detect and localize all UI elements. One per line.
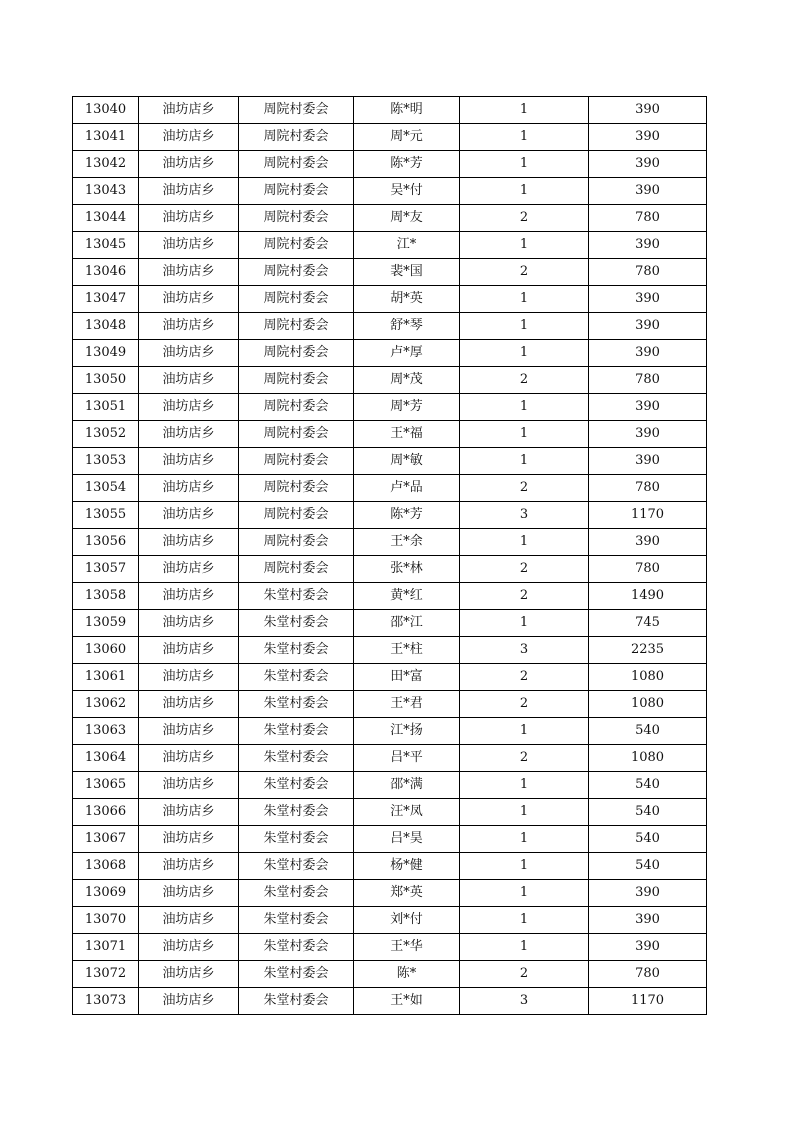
township-cell: 油坊店乡: [139, 772, 239, 799]
household-count-cell: 1: [460, 853, 589, 880]
village-committee-cell: 周院村委会: [239, 97, 354, 124]
amount-cell: 390: [589, 880, 707, 907]
table-row: [73, 556, 707, 583]
amount-cell: 1080: [589, 664, 707, 691]
table-row: [73, 745, 707, 772]
amount-cell: 390: [589, 907, 707, 934]
household-count-cell: 1: [460, 718, 589, 745]
name-cell: 周*元: [354, 124, 460, 151]
amount-cell: 390: [589, 313, 707, 340]
table-row: [73, 988, 707, 1015]
serial-number-cell: 13046: [73, 259, 139, 286]
amount-cell: 1080: [589, 691, 707, 718]
household-count-cell: 1: [460, 340, 589, 367]
table-row: [73, 124, 707, 151]
amount-cell: 540: [589, 826, 707, 853]
amount-cell: 390: [589, 448, 707, 475]
name-cell: 裴*国: [354, 259, 460, 286]
data-table: [72, 96, 707, 1015]
amount-cell: 390: [589, 394, 707, 421]
household-count-cell: 1: [460, 178, 589, 205]
serial-number-cell: 13045: [73, 232, 139, 259]
village-committee-cell: 周院村委会: [239, 151, 354, 178]
name-cell: 周*芳: [354, 394, 460, 421]
serial-number-cell: 13058: [73, 583, 139, 610]
village-committee-cell: 周院村委会: [239, 340, 354, 367]
name-cell: 陈*: [354, 961, 460, 988]
household-count-cell: 1: [460, 448, 589, 475]
serial-number-cell: 13055: [73, 502, 139, 529]
household-count-cell: 2: [460, 745, 589, 772]
table-row: [73, 448, 707, 475]
amount-cell: 390: [589, 421, 707, 448]
amount-cell: 390: [589, 286, 707, 313]
household-count-cell: 2: [460, 556, 589, 583]
township-cell: 油坊店乡: [139, 853, 239, 880]
village-committee-cell: 周院村委会: [239, 421, 354, 448]
table-row: [73, 691, 707, 718]
township-cell: 油坊店乡: [139, 529, 239, 556]
serial-number-cell: 13062: [73, 691, 139, 718]
household-count-cell: 1: [460, 880, 589, 907]
village-committee-cell: 朱堂村委会: [239, 934, 354, 961]
serial-number-cell: 13043: [73, 178, 139, 205]
household-count-cell: 1: [460, 151, 589, 178]
village-committee-cell: 朱堂村委会: [239, 718, 354, 745]
table-row: [73, 772, 707, 799]
village-committee-cell: 朱堂村委会: [239, 637, 354, 664]
village-committee-cell: 朱堂村委会: [239, 691, 354, 718]
serial-number-cell: 13041: [73, 124, 139, 151]
amount-cell: 780: [589, 556, 707, 583]
village-committee-cell: 朱堂村委会: [239, 583, 354, 610]
amount-cell: 780: [589, 475, 707, 502]
name-cell: 邵*满: [354, 772, 460, 799]
amount-cell: 1170: [589, 502, 707, 529]
name-cell: 吴*付: [354, 178, 460, 205]
amount-cell: 540: [589, 772, 707, 799]
table-row: [73, 340, 707, 367]
table-row: [73, 853, 707, 880]
household-count-cell: 2: [460, 664, 589, 691]
household-count-cell: 1: [460, 394, 589, 421]
village-committee-cell: 朱堂村委会: [239, 826, 354, 853]
serial-number-cell: 13066: [73, 799, 139, 826]
table-row: [73, 97, 707, 124]
township-cell: 油坊店乡: [139, 799, 239, 826]
household-count-cell: 3: [460, 502, 589, 529]
table-row: [73, 421, 707, 448]
table-row: [73, 880, 707, 907]
serial-number-cell: 13050: [73, 367, 139, 394]
name-cell: 王*余: [354, 529, 460, 556]
name-cell: 郑*英: [354, 880, 460, 907]
amount-cell: 780: [589, 259, 707, 286]
amount-cell: 780: [589, 961, 707, 988]
household-count-cell: 2: [460, 691, 589, 718]
village-committee-cell: 朱堂村委会: [239, 988, 354, 1015]
household-count-cell: 3: [460, 988, 589, 1015]
township-cell: 油坊店乡: [139, 691, 239, 718]
name-cell: 田*富: [354, 664, 460, 691]
township-cell: 油坊店乡: [139, 340, 239, 367]
village-committee-cell: 周院村委会: [239, 502, 354, 529]
amount-cell: 540: [589, 718, 707, 745]
household-count-cell: 2: [460, 367, 589, 394]
township-cell: 油坊店乡: [139, 178, 239, 205]
household-count-cell: 1: [460, 97, 589, 124]
serial-number-cell: 13059: [73, 610, 139, 637]
township-cell: 油坊店乡: [139, 826, 239, 853]
household-count-cell: 2: [460, 259, 589, 286]
amount-cell: 2235: [589, 637, 707, 664]
household-count-cell: 1: [460, 529, 589, 556]
serial-number-cell: 13071: [73, 934, 139, 961]
township-cell: 油坊店乡: [139, 259, 239, 286]
serial-number-cell: 13063: [73, 718, 139, 745]
township-cell: 油坊店乡: [139, 502, 239, 529]
name-cell: 卢*厚: [354, 340, 460, 367]
name-cell: 江*: [354, 232, 460, 259]
name-cell: 周*茂: [354, 367, 460, 394]
table-row: [73, 151, 707, 178]
township-cell: 油坊店乡: [139, 394, 239, 421]
village-committee-cell: 周院村委会: [239, 178, 354, 205]
township-cell: 油坊店乡: [139, 151, 239, 178]
serial-number-cell: 13040: [73, 97, 139, 124]
table-row: [73, 664, 707, 691]
serial-number-cell: 13061: [73, 664, 139, 691]
serial-number-cell: 13044: [73, 205, 139, 232]
amount-cell: 390: [589, 97, 707, 124]
household-count-cell: 1: [460, 934, 589, 961]
township-cell: 油坊店乡: [139, 610, 239, 637]
household-count-cell: 2: [460, 205, 589, 232]
household-count-cell: 1: [460, 826, 589, 853]
table-row: [73, 529, 707, 556]
village-committee-cell: 周院村委会: [239, 475, 354, 502]
serial-number-cell: 13057: [73, 556, 139, 583]
table-row: [73, 475, 707, 502]
village-committee-cell: 周院村委会: [239, 205, 354, 232]
serial-number-cell: 13049: [73, 340, 139, 367]
amount-cell: 540: [589, 799, 707, 826]
township-cell: 油坊店乡: [139, 124, 239, 151]
township-cell: 油坊店乡: [139, 556, 239, 583]
household-count-cell: 2: [460, 475, 589, 502]
household-count-cell: 2: [460, 961, 589, 988]
table-row: [73, 205, 707, 232]
village-committee-cell: 朱堂村委会: [239, 664, 354, 691]
table-row: [73, 907, 707, 934]
name-cell: 吕*平: [354, 745, 460, 772]
amount-cell: 780: [589, 205, 707, 232]
household-count-cell: 3: [460, 637, 589, 664]
household-count-cell: 1: [460, 772, 589, 799]
table-row: [73, 502, 707, 529]
township-cell: 油坊店乡: [139, 475, 239, 502]
serial-number-cell: 13069: [73, 880, 139, 907]
village-committee-cell: 周院村委会: [239, 313, 354, 340]
household-count-cell: 1: [460, 286, 589, 313]
amount-cell: 390: [589, 934, 707, 961]
amount-cell: 390: [589, 151, 707, 178]
table-row: [73, 232, 707, 259]
name-cell: 张*林: [354, 556, 460, 583]
township-cell: 油坊店乡: [139, 637, 239, 664]
serial-number-cell: 13047: [73, 286, 139, 313]
serial-number-cell: 13067: [73, 826, 139, 853]
table-row: [73, 259, 707, 286]
township-cell: 油坊店乡: [139, 907, 239, 934]
household-count-cell: 1: [460, 610, 589, 637]
household-count-cell: 1: [460, 124, 589, 151]
name-cell: 周*友: [354, 205, 460, 232]
name-cell: 陈*芳: [354, 502, 460, 529]
serial-number-cell: 13048: [73, 313, 139, 340]
township-cell: 油坊店乡: [139, 448, 239, 475]
serial-number-cell: 13042: [73, 151, 139, 178]
name-cell: 邵*江: [354, 610, 460, 637]
table-row: [73, 178, 707, 205]
name-cell: 江*扬: [354, 718, 460, 745]
township-cell: 油坊店乡: [139, 232, 239, 259]
amount-cell: 390: [589, 232, 707, 259]
amount-cell: 390: [589, 529, 707, 556]
township-cell: 油坊店乡: [139, 583, 239, 610]
village-committee-cell: 周院村委会: [239, 286, 354, 313]
village-committee-cell: 周院村委会: [239, 367, 354, 394]
township-cell: 油坊店乡: [139, 313, 239, 340]
name-cell: 胡*英: [354, 286, 460, 313]
amount-cell: 745: [589, 610, 707, 637]
township-cell: 油坊店乡: [139, 664, 239, 691]
village-committee-cell: 朱堂村委会: [239, 745, 354, 772]
amount-cell: 1490: [589, 583, 707, 610]
serial-number-cell: 13051: [73, 394, 139, 421]
township-cell: 油坊店乡: [139, 421, 239, 448]
table-row: [73, 934, 707, 961]
village-committee-cell: 周院村委会: [239, 448, 354, 475]
table-row: [73, 313, 707, 340]
name-cell: 黄*红: [354, 583, 460, 610]
name-cell: 王*君: [354, 691, 460, 718]
amount-cell: 390: [589, 178, 707, 205]
table-body: [73, 97, 707, 1015]
name-cell: 卢*品: [354, 475, 460, 502]
township-cell: 油坊店乡: [139, 97, 239, 124]
township-cell: 油坊店乡: [139, 880, 239, 907]
serial-number-cell: 13070: [73, 907, 139, 934]
serial-number-cell: 13065: [73, 772, 139, 799]
name-cell: 王*华: [354, 934, 460, 961]
serial-number-cell: 13060: [73, 637, 139, 664]
name-cell: 陈*芳: [354, 151, 460, 178]
township-cell: 油坊店乡: [139, 718, 239, 745]
village-committee-cell: 周院村委会: [239, 124, 354, 151]
name-cell: 王*福: [354, 421, 460, 448]
table-row: [73, 799, 707, 826]
village-committee-cell: 周院村委会: [239, 556, 354, 583]
township-cell: 油坊店乡: [139, 367, 239, 394]
serial-number-cell: 13054: [73, 475, 139, 502]
household-count-cell: 1: [460, 907, 589, 934]
name-cell: 吕*昊: [354, 826, 460, 853]
household-count-cell: 1: [460, 799, 589, 826]
village-committee-cell: 朱堂村委会: [239, 853, 354, 880]
township-cell: 油坊店乡: [139, 934, 239, 961]
village-committee-cell: 朱堂村委会: [239, 880, 354, 907]
name-cell: 周*敏: [354, 448, 460, 475]
table-row: [73, 610, 707, 637]
table-row: [73, 961, 707, 988]
table-row: [73, 583, 707, 610]
name-cell: 王*柱: [354, 637, 460, 664]
amount-cell: 1080: [589, 745, 707, 772]
serial-number-cell: 13052: [73, 421, 139, 448]
serial-number-cell: 13056: [73, 529, 139, 556]
village-committee-cell: 周院村委会: [239, 394, 354, 421]
village-committee-cell: 朱堂村委会: [239, 799, 354, 826]
township-cell: 油坊店乡: [139, 205, 239, 232]
table-row: [73, 718, 707, 745]
household-count-cell: 1: [460, 421, 589, 448]
serial-number-cell: 13073: [73, 988, 139, 1015]
village-committee-cell: 周院村委会: [239, 232, 354, 259]
table-row: [73, 826, 707, 853]
township-cell: 油坊店乡: [139, 745, 239, 772]
household-count-cell: 2: [460, 583, 589, 610]
serial-number-cell: 13064: [73, 745, 139, 772]
serial-number-cell: 13068: [73, 853, 139, 880]
village-committee-cell: 周院村委会: [239, 529, 354, 556]
amount-cell: 1170: [589, 988, 707, 1015]
township-cell: 油坊店乡: [139, 286, 239, 313]
village-committee-cell: 朱堂村委会: [239, 961, 354, 988]
amount-cell: 390: [589, 340, 707, 367]
serial-number-cell: 13053: [73, 448, 139, 475]
name-cell: 陈*明: [354, 97, 460, 124]
table-row: [73, 367, 707, 394]
village-committee-cell: 朱堂村委会: [239, 907, 354, 934]
name-cell: 杨*健: [354, 853, 460, 880]
table-row: [73, 394, 707, 421]
name-cell: 舒*琴: [354, 313, 460, 340]
amount-cell: 390: [589, 124, 707, 151]
name-cell: 刘*付: [354, 907, 460, 934]
township-cell: 油坊店乡: [139, 988, 239, 1015]
table-row: [73, 637, 707, 664]
serial-number-cell: 13072: [73, 961, 139, 988]
village-committee-cell: 朱堂村委会: [239, 772, 354, 799]
name-cell: 王*如: [354, 988, 460, 1015]
name-cell: 汪*凤: [354, 799, 460, 826]
amount-cell: 780: [589, 367, 707, 394]
amount-cell: 540: [589, 853, 707, 880]
village-committee-cell: 朱堂村委会: [239, 610, 354, 637]
table-row: [73, 286, 707, 313]
household-count-cell: 1: [460, 313, 589, 340]
village-committee-cell: 周院村委会: [239, 259, 354, 286]
household-count-cell: 1: [460, 232, 589, 259]
township-cell: 油坊店乡: [139, 961, 239, 988]
